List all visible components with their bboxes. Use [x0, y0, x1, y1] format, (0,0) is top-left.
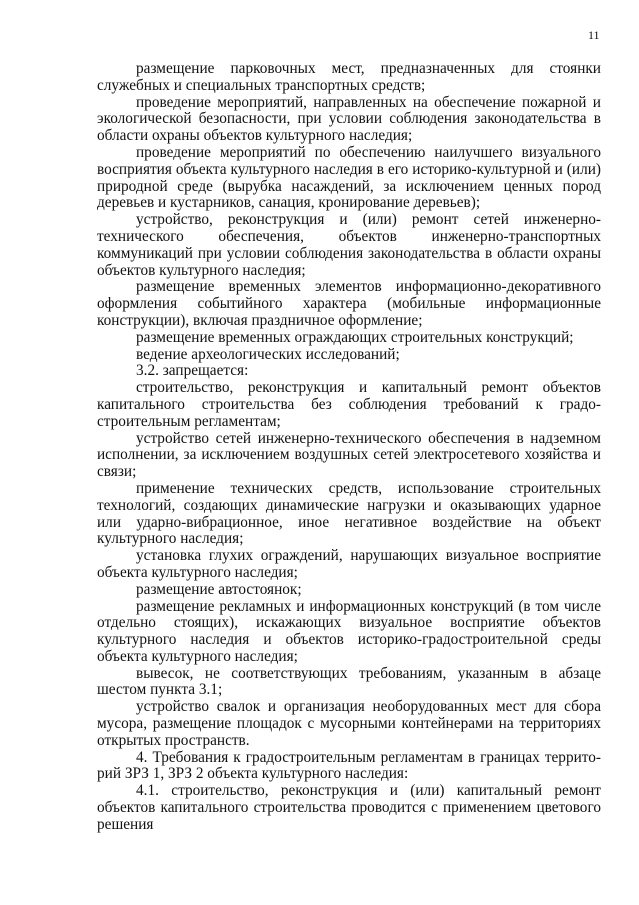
paragraph: размещение рекламных и информационных конструкций (в том числе отдельно стоящих), искажающих визуальное восприятие объектов культурного наследия и объектов историко-градостроительной среды объекта культурного наследия;: [97, 597, 601, 665]
paragraph: размещение автостоянок;: [136, 580, 302, 598]
paragraph: вывесок, не соответствующих требованиям, указанным в абзаце шестом пункта 3.1;: [97, 664, 601, 699]
paragraph: 4.1. строительство, реконструкция и (или) капитальный ремонт объектов капитального строительства проводится с применением цветового решения: [97, 782, 601, 833]
paragraph: размещение временных ограждающих строительных конструкций;: [136, 328, 574, 346]
paragraph: проведение мероприятий по обеспечению наилучшего визуального восприятия объекта культурного наследия в его историко-культурной и (или) природной среде (вырубка насаждений, за исключением ценных пород деревьев и кустарников, санация, кронирование деревьев);: [97, 143, 601, 212]
section-heading: 3.2. запрещается:: [136, 362, 249, 380]
paragraph: строительство, реконструкция и капитальный ремонт объектов капитального строительства без соблюдения требований к градо-строительным регламентам;: [97, 379, 601, 430]
page-number: 11: [588, 28, 600, 42]
paragraph: размещение парковочных мест, предназначенных для стоянки служебных и специальных транспортных средств;: [97, 60, 601, 94]
section-heading: 4. Требования к градостроительным регламентам в границах террито-рий ЗРЗ 1, ЗРЗ 2 объекта культурного наследия:: [97, 748, 601, 783]
paragraph: размещение временных элементов информационно-декоративного оформления событийного характера (мобильные информационные конструкции), включая праздничное оформление;: [97, 278, 601, 329]
paragraph: устройство свалок и организация необорудованных мест для сбора мусора, размещение площадок с мусорными контейнерами на территориях открытых пространств.: [97, 698, 601, 749]
paragraph: применение технических средств, использование строительных технологий, создающих динамические нагрузки и оказывающих ударное или ударно-вибрационное, иное негативное воздействие на объект культурного наследия;: [97, 479, 601, 548]
paragraph: ведение археологических исследований;: [136, 345, 400, 363]
paragraph: устройство сетей инженерно-технического обеспечения в надземном исполнении, за исключением воздушных сетей электросетевого хозяйства и связи;: [97, 429, 601, 481]
paragraph: установка глухих ограждений, нарушающих визуальное восприятие объекта культурного наследия;: [97, 547, 601, 581]
document-body: [97, 61, 601, 834]
paragraph: проведение мероприятий, направленных на обеспечение пожарной и экологической безопасности, при условии соблюдения законодательства в области охраны объектов культурного наследия;: [97, 93, 601, 145]
paragraph: устройство, реконструкция и (или) ремонт сетей инженерно-технического обеспечения, объектов инженерно-транспортных коммуникаций при условии соблюдения законодательства в области охраны объектов культурного наследия;: [97, 211, 601, 279]
